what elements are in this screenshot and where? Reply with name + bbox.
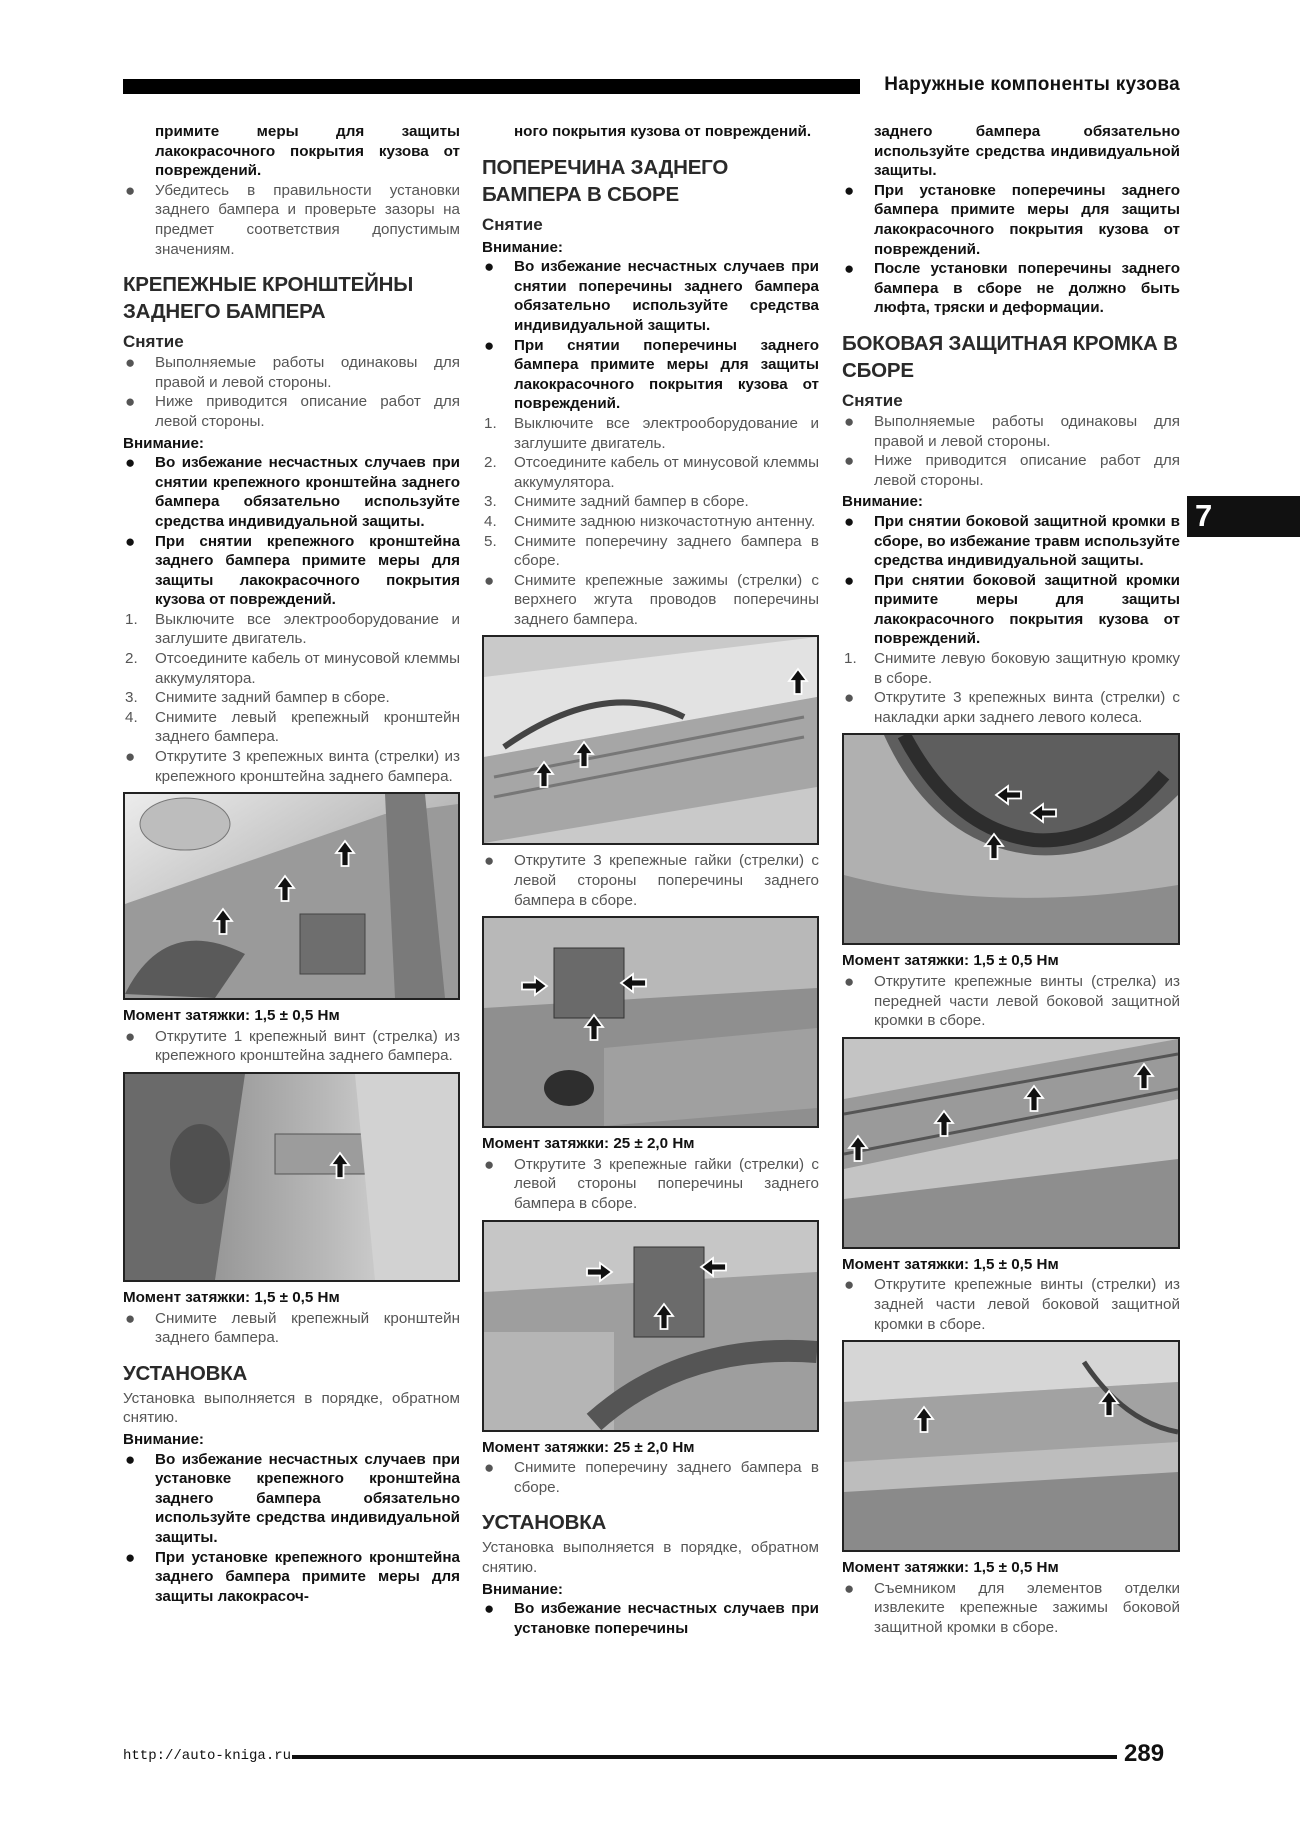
photo-crossmember-nuts-1 [482,916,819,1128]
photo-wheel-arch-screws [842,733,1180,945]
torque-spec: Момент затяжки: 1,5 ± 0,5 Нм [842,952,1059,970]
step-item: 5. Снимите поперечину заднего бампера в сборе. [484,532,819,570]
section-title-side-molding: БОКОВАЯ ЗАЩИТНАЯ КРОМКА В СБОРЕ [842,331,1178,382]
list-item: ● Снимите левый крепежный кронштейн заднего бампера. [125,1308,460,1347]
bullet-icon: ● [125,531,136,551]
step-item: 1. Выключите все электрооборудование и заглушите двигатель. [125,610,460,648]
list-item: ● Ниже приводится описание работ для левой стороны. [125,392,460,430]
bullet-icon: ● [844,972,855,992]
footer-rule [292,1755,1117,1759]
list-item: ● Открутите 1 крепежный винт (стрелка) из крепежного кронштейна заднего бампера. [125,1026,460,1065]
bullet-icon: ● [125,1026,136,1046]
list-item: ● Выполняемые работы одинаковы для правой и левой стороны. [125,353,460,391]
bullet-icon: ● [484,1154,495,1174]
warning-item: ● При снятии боковой защитной кромки примите меры для защиты лакокрасочного покрытия кузова от повреждений. [844,570,1180,648]
warning-continuation: заднего бампера обязательно используйте средства индивидуальной защиты. [874,123,1180,180]
warning-label: Внимание: [482,1580,563,1598]
bullet-icon: ● [125,353,136,373]
installation-text: Установка выполняется в порядке, обратном снятию. [123,1389,460,1427]
column-1 [123,122,460,1606]
bullet-icon: ● [125,1449,136,1469]
torque-spec: Момент затяжки: 25 ± 2,0 Нм [482,1135,695,1153]
torque-spec: Момент затяжки: 1,5 ± 0,5 Нм [123,1289,340,1306]
photo-molding-front-screws [842,1037,1180,1249]
torque-spec: Момент затяжки: 1,5 ± 0,5 Нм [842,1255,1059,1273]
warning-label: Внимание: [842,493,923,511]
list-item: ● Открутите 3 крепежные гайки (стрелки) с левой стороны поперечины заднего бампера в сборе. [484,1154,819,1213]
column-3 [842,122,1180,1638]
bullet-icon: ● [125,180,136,200]
bullet-icon: ● [484,851,495,871]
section-title-brackets: КРЕПЕЖНЫЕ КРОНШТЕЙНЫ ЗАДНЕГО БАМПЕРА [123,273,414,324]
warning-item: ● При снятии крепежного кронштейна заднего бампера примите меры для защиты лакокрасочного покрытия кузова от повреждений. [125,531,460,609]
warning-item: ● При установке крепежного кронштейна заднего бампера примите меры для защиты лакокрасоч- [125,1547,460,1605]
list-item: ● Снимите крепежные зажимы (стрелки) с верхнего жгута проводов поперечины заднего бампера. [484,570,819,628]
bullet-icon: ● [125,1308,136,1328]
bullet-icon: ● [844,180,855,200]
warning-label: Внимание: [123,1430,204,1448]
installation-heading: УСТАНОВКА [482,1511,607,1535]
warning-item: ● При снятии боковой защитной кромки в сборе, во избежание травм используйте средства индивидуальной защиты. [844,511,1180,570]
section-title-crossmember: ПОПЕРЕЧИНА ЗАДНЕГО БАМПЕРА В СБОРЕ [482,155,729,206]
column-2 [482,122,819,1638]
warning-item: ● При снятии поперечины заднего бампера примите меры для защиты лакокрасочного покрытия кузова от повреждений. [484,335,819,413]
section-header-title: Наружные компоненты кузова [884,74,1180,95]
photo-wiring-clips [482,635,819,845]
step-item: 4. Снимите левый крепежный кронштейн заднего бампера. [125,708,460,746]
photo-crossmember-nuts-2 [482,1220,819,1432]
bullet-icon: ● [844,1275,855,1295]
list-item: ● Снимите поперечину заднего бампера в сборе. [484,1458,819,1496]
torque-spec: Момент затяжки: 1,5 ± 0,5 Нм [123,1007,340,1025]
warning-item: ● Во избежание несчастных случаев при снятии крепежного кронштейна заднего бампера обязательно используйте средства индивидуальной защиты. [125,453,460,530]
header-bar [123,79,860,94]
warning-item: ● При установке поперечины заднего бампера примите меры для защиты лакокрасочного покрытия кузова от повреждений. [844,180,1180,258]
step-item: 1. Выключите все электрооборудование и заглушите двигатель. [484,414,819,452]
list-item: ● Убедитесь в правильности установки заднего бампера и проверьте зазоры на предмет соответствия допустимым значениям. [125,180,460,258]
warning-continuation: примите меры для защиты лакокрасочного покрытия кузова от повреждений. [155,123,460,180]
bullet-icon: ● [844,688,855,708]
bullet-icon: ● [125,1547,136,1567]
bullet-icon: ● [125,747,136,767]
step-item: 3. Снимите задний бампер в сборе. [125,689,390,707]
bullet-icon: ● [844,411,855,431]
warning-label: Внимание: [123,434,204,452]
bullet-icon: ● [844,570,855,590]
bullet-icon: ● [125,453,136,473]
torque-spec: Момент затяжки: 25 ± 2,0 Нм [482,1438,695,1456]
list-item: ● Открутите 3 крепежных винта (стрелки) с накладки арки заднего левого колеса. [844,688,1180,726]
step-item: 2. Отсоедините кабель от минусовой клеммы аккумулятора. [484,454,819,491]
warning-item: ● Во избежание несчастных случаев при снятии поперечины заднего бампера обязательно используйте средства индивидуальной защиты. [484,257,819,334]
list-item: ● Открутите крепежные винты (стрелка) из передней части левой боковой защитной кромки в сборе. [844,972,1180,1030]
list-item: ● Выполняемые работы одинаковы для правой и левой стороны. [844,411,1180,450]
photo-molding-rear-screws [842,1340,1180,1552]
installation-heading: УСТАНОВКА [123,1361,248,1385]
bullet-icon: ● [484,257,495,277]
warning-item: ● После установки поперечины заднего бампера в сборе не должно быть люфта, тряски и деформации. [844,259,1180,317]
installation-text: Установка выполняется в порядке, обратном снятию. [482,1539,819,1576]
bullet-icon: ● [844,511,855,531]
bullet-icon: ● [484,570,495,590]
warning-continuation: ного покрытия кузова от повреждений. [514,123,812,140]
bullet-icon: ● [484,1599,495,1619]
removal-heading: Снятие [123,332,184,352]
list-item: ● Съемником для элементов отделки извлеките крепежные зажимы боковой защитной кромки в сборе. [844,1578,1180,1636]
list-item: ● Открутите 3 крепежные гайки (стрелки) с левой стороны поперечины заднего бампера в сборе. [484,851,819,909]
bullet-icon: ● [484,1458,495,1478]
step-item: 2. Отсоедините кабель от минусовой клеммы аккумулятора. [125,650,460,687]
torque-spec: Момент затяжки: 1,5 ± 0,5 Нм [842,1559,1059,1577]
list-item: ● Ниже приводится описание работ для левой стороны. [844,451,1180,489]
list-item: ● Открутите 3 крепежных винта (стрелки) из крепежного кронштейна заднего бампера. [125,747,460,785]
photo-bracket-screws [123,792,460,1000]
step-item: 3. Снимите задний бампер в сборе. [484,493,749,511]
page-number: 289 [1124,1740,1165,1767]
chapter-number: 7 [1195,498,1213,533]
warning-label: Внимание: [482,238,563,256]
step-item: 1. Снимите левую боковую защитную кромку в сборе. [844,650,1180,687]
footer-url: http://auto-kniga.ru [123,1748,292,1764]
list-item: ● Открутите крепежные винты (стрелки) из задней части левой боковой защитной кромки в сборе. [844,1275,1180,1333]
removal-heading: Снятие [482,214,543,234]
bullet-icon: ● [844,259,855,279]
warning-item: ● Во избежание несчастных случаев при установке поперечины [484,1599,819,1637]
bullet-icon: ● [844,1578,855,1598]
removal-heading: Снятие [842,390,903,410]
chapter-tab [1187,496,1300,537]
step-item: 4. Снимите заднюю низкочастотную антенну. [484,512,816,530]
bullet-icon: ● [484,335,495,355]
photo-bracket-single-screw [123,1072,460,1282]
warning-item: ● Во избежание несчастных случаев при установке крепежного кронштейна заднего бампера обязательно используйте средства индивидуальной защиты. [125,1449,460,1546]
bullet-icon: ● [125,392,136,412]
bullet-icon: ● [844,451,855,471]
